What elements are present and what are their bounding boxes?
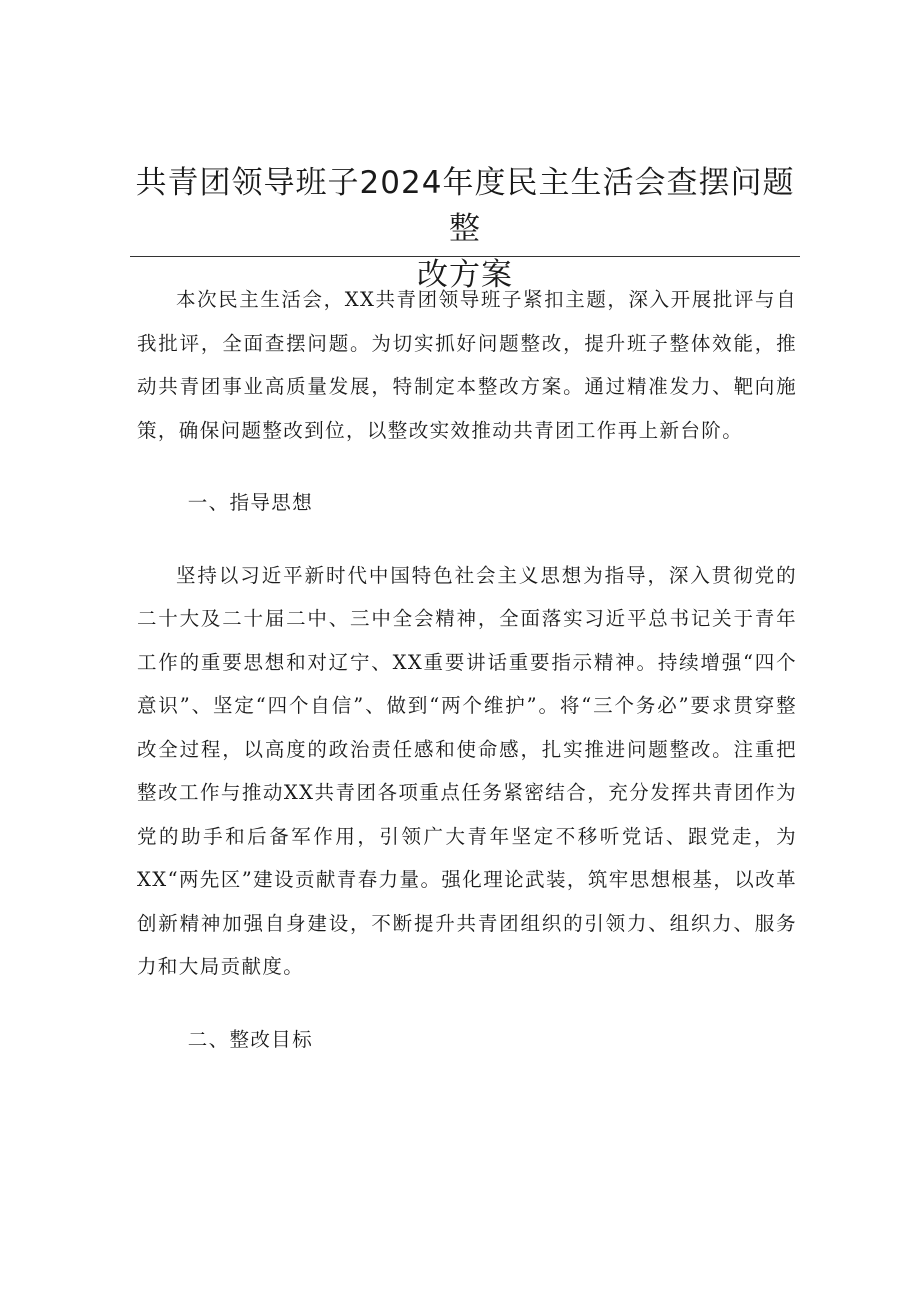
spacer <box>137 989 797 1018</box>
title-line-1: 共青团领导班子2024年度民主生活会查摆问题整 <box>135 165 795 247</box>
spacer <box>137 525 797 554</box>
intro-paragraph: 本次民主生活会，XX共青团领导班子紧扣主题，深入开展批评与自我批评，全面查摆问题。为切实抓好问题整改，提升班子整体效能，推动共青团事业高质量发展，特制定本整改方案。通过精准发力、靶向施策，确保问题整改到位，以整改实效推动共青团工作再上新台阶。 <box>137 288 797 442</box>
document-body <box>137 278 797 1061</box>
section-heading-rectification-goals: 二、整改目标 <box>187 1027 314 1051</box>
section-heading-guiding-ideology: 一、指导思想 <box>187 491 314 514</box>
spacer <box>137 452 797 481</box>
title-underline <box>130 256 800 257</box>
section-paragraph-guiding-ideology: 坚持以习近平新时代中国特色社会主义思想为指导，深入贯彻党的二十大及二十届二中、三中全会精神，全面落实习近平总书记关于青年工作的重要思想和对辽宁、XX重要讲话重要指示精神。持续增强“四个意识”、坚定“四个自信”、做到“两个维护”。将“三个务必”要求贯穿整改全过程，以高度的政治责任感和使命感，扎实推进问题整改。注重把整改工作与推动XX共青团各项重点任务紧密结合，充分发挥共青团作为党的助手和后备军作用，引领广大青年坚定不移听党话、跟党走，为XX“两先区”建设贡献青春力量。强化理论武装，筑牢思想根基，以改革创新精神加强自身建设，不断提升共青团组织的引领力、组织力、服务力和大局贡献度。 <box>137 563 797 978</box>
title-line-2: 改方案 <box>417 257 513 293</box>
